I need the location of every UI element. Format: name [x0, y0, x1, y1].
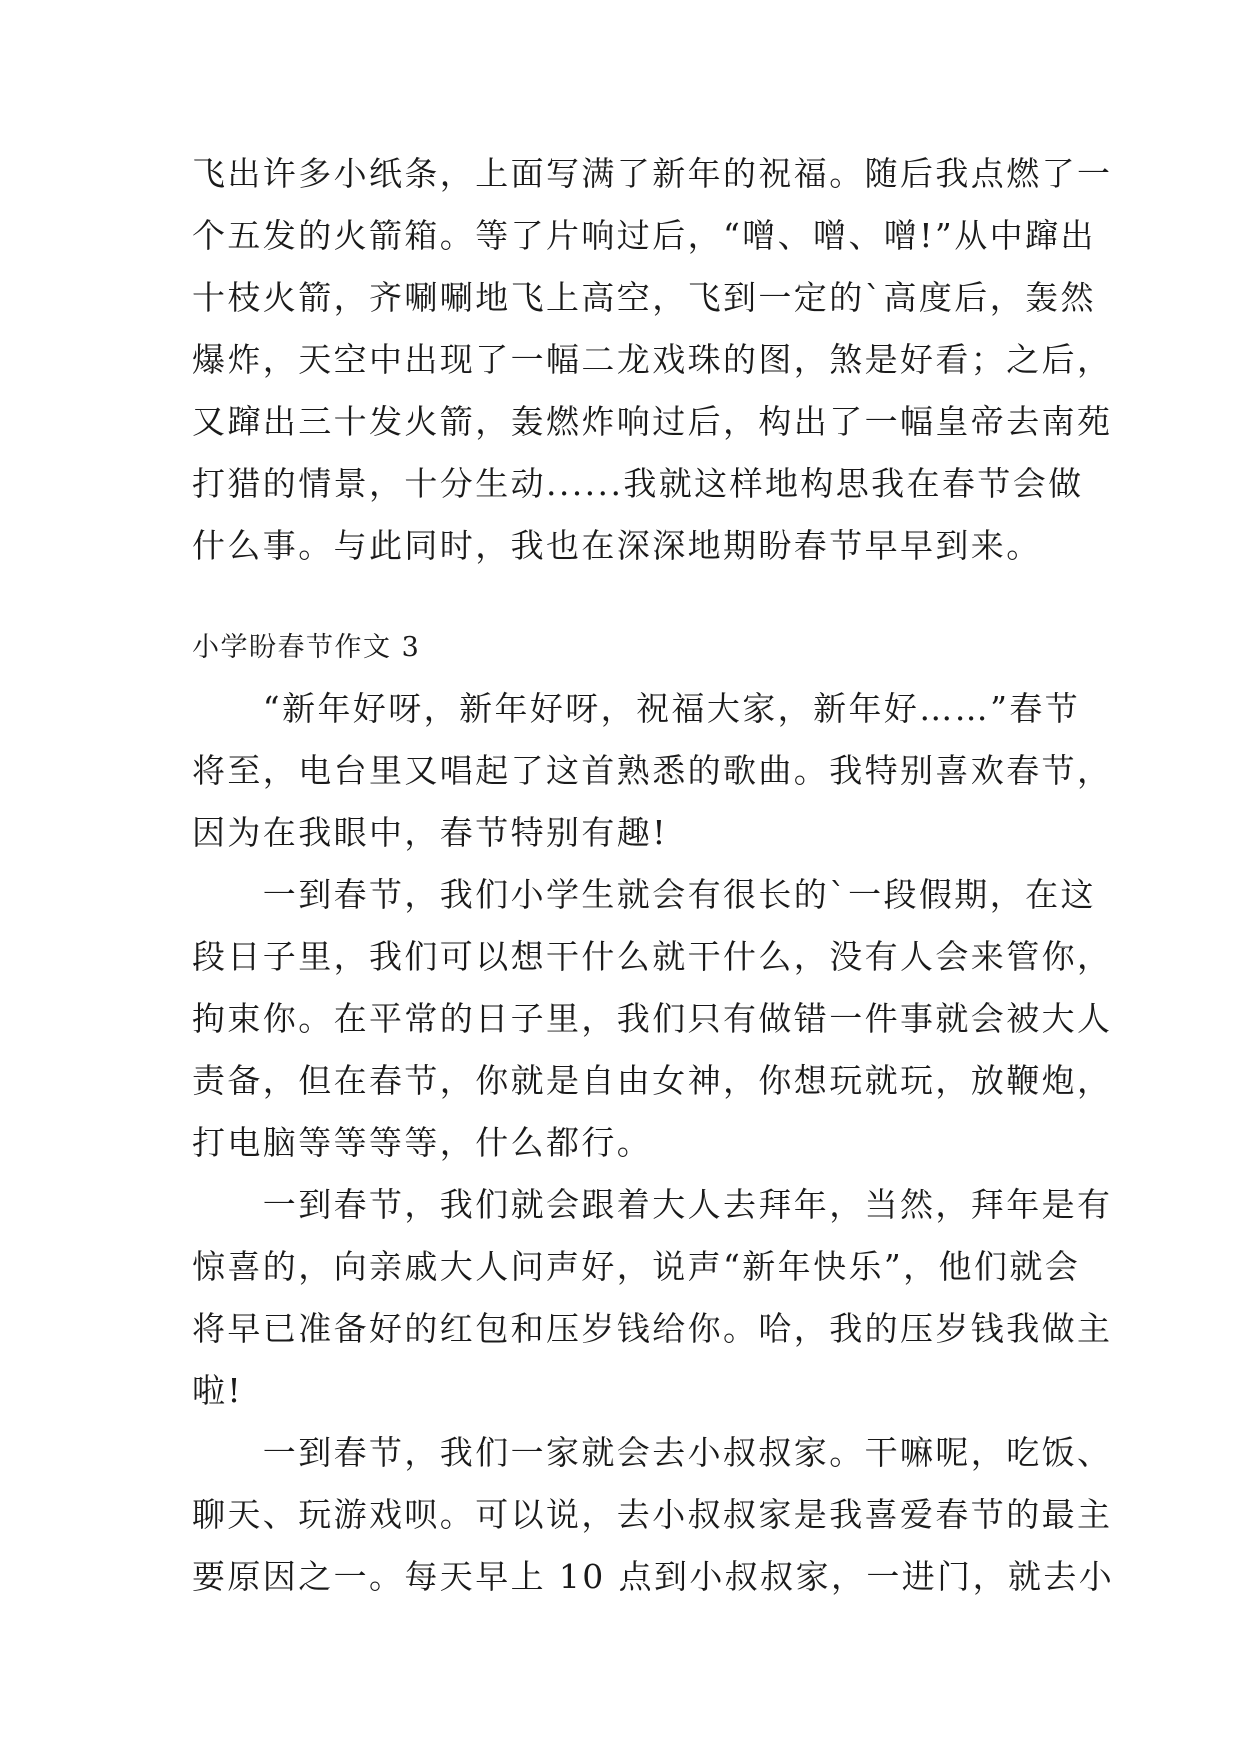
- paragraph-line: 惊喜的，向亲戚大人问声好，说声“新年快乐”，他们就会: [192, 1247, 1081, 1286]
- paragraph-line: 将至，电台里又唱起了这首熟悉的歌曲。我特别喜欢春节，: [192, 751, 1113, 790]
- paragraph-line: 将早已准备好的红包和压岁钱给你。哈，我的压岁钱我做主: [192, 1309, 1113, 1348]
- paragraph-line: 又蹿出三十发火箭，轰燃炸响过后，构出了一幅皇帝去南苑: [192, 402, 1113, 441]
- paragraph-line: 段日子里，我们可以想干什么就干什么，没有人会来管你，: [192, 937, 1113, 976]
- paragraph-line: 打猎的情景，十分生动......我就这样地构思我在春节会做: [192, 464, 1084, 503]
- paragraph-line: 聊天、玩游戏呗。可以说，去小叔叔家是我喜爱春节的最主: [192, 1495, 1113, 1534]
- paragraph-line: 十枝火箭，齐唰唰地飞上高空，飞到一定的`高度后，轰然: [192, 278, 1096, 317]
- paragraph-line: 啦!: [192, 1371, 244, 1410]
- paragraph-line: 要原因之一。每天早上 10 点到小叔叔家，一进门，就去小: [192, 1557, 1115, 1596]
- paragraph-line: 拘束你。在平常的日子里，我们只有做错一件事就会被大人: [192, 999, 1113, 1038]
- section-title: 小学盼春节作文 3: [192, 632, 421, 663]
- paragraph-line: 什么事。与此同时，我也在深深地期盼春节早早到来。: [192, 526, 1042, 565]
- paragraph-line: 飞出许多小纸条，上面写满了新年的祝福。随后我点燃了一: [192, 154, 1113, 193]
- paragraph-line: 因为在我眼中，春节特别有趣!: [192, 813, 668, 852]
- paragraph-line: 一到春节，我们一家就会去小叔叔家。干嘛呢，吃饭、: [192, 1433, 1113, 1472]
- paragraph-line: 爆炸，天空中出现了一幅二龙戏珠的图，煞是好看；之后，: [192, 340, 1113, 379]
- paragraph-line: 责备，但在春节，你就是自由女神，你想玩就玩，放鞭炮，: [192, 1061, 1113, 1100]
- paragraph-line: 打电脑等等等等，什么都行。: [192, 1123, 653, 1162]
- paragraph-line: “新年好呀，新年好呀，祝福大家，新年好……”春节: [192, 689, 1081, 728]
- paragraph-line: 一到春节，我们就会跟着大人去拜年，当然，拜年是有: [192, 1185, 1113, 1224]
- paragraph-line: 个五发的火箭箱。等了片响过后，“噌、噌、噌!”从中蹿出: [192, 216, 1096, 255]
- paragraph-line: 一到春节，我们小学生就会有很长的`一段假期，在这: [192, 875, 1096, 914]
